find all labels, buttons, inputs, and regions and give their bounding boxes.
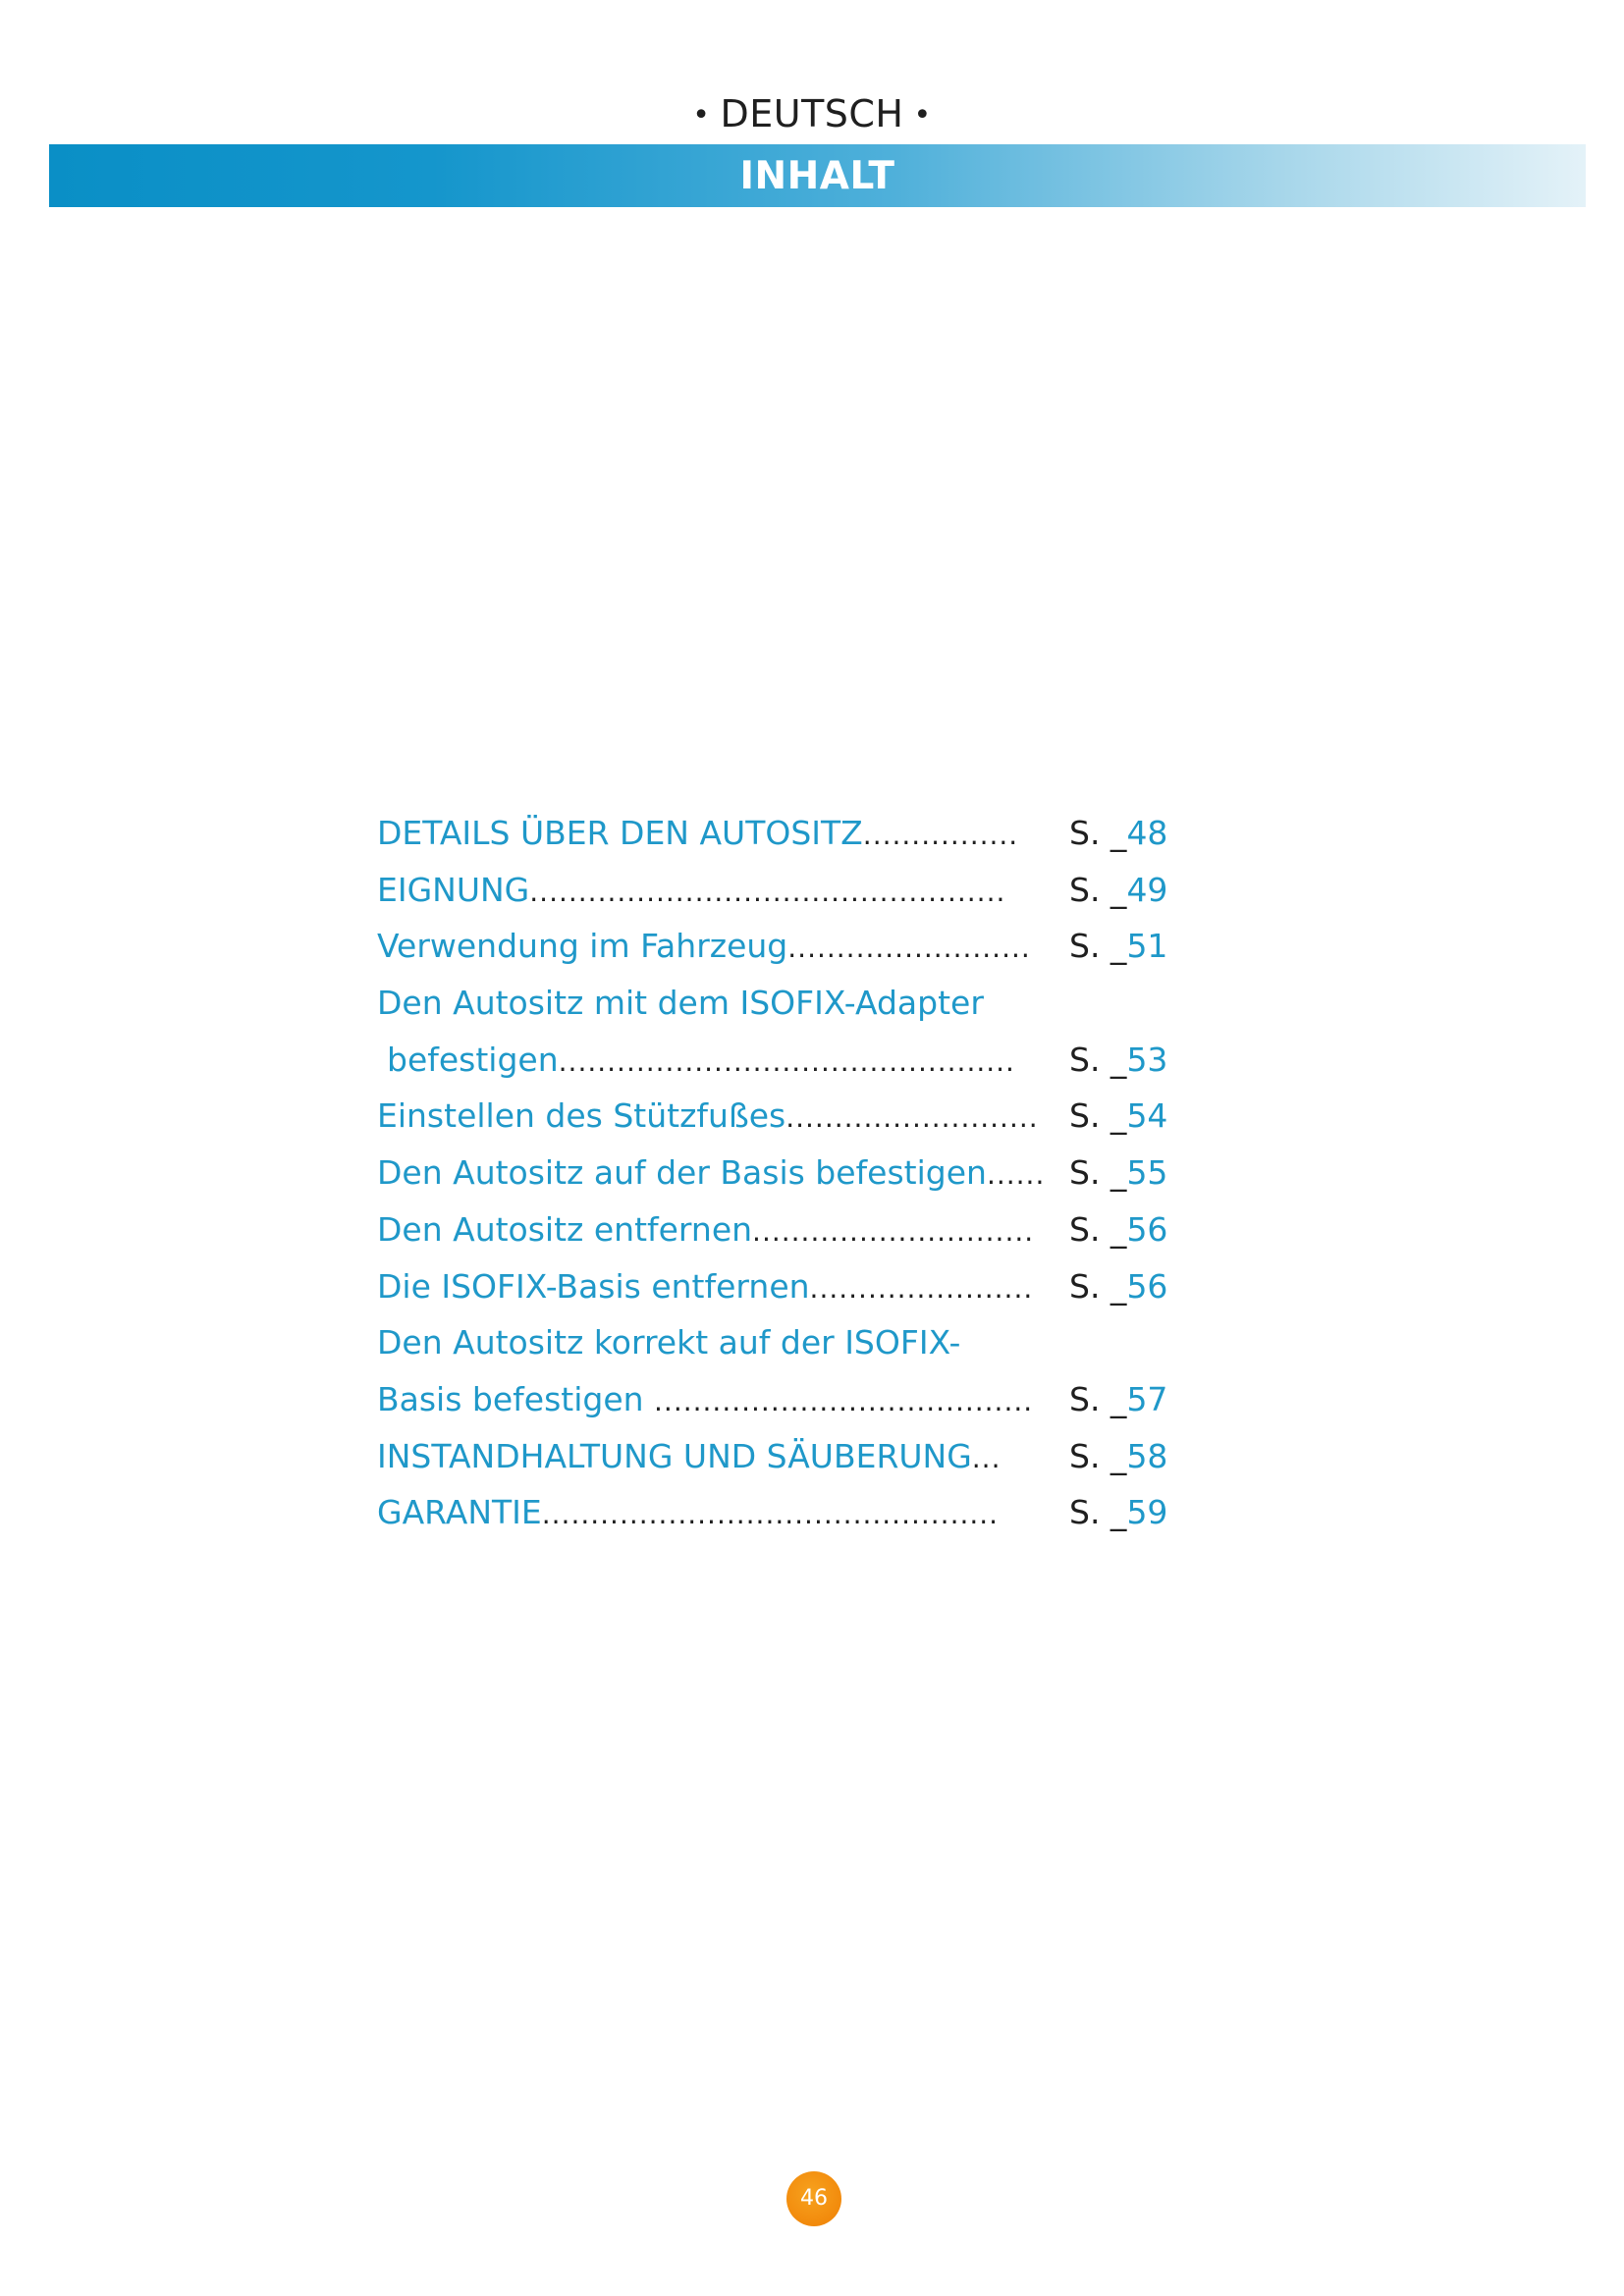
language-label: DEUTSCH — [720, 92, 904, 135]
toc-entry[interactable] — [377, 805, 1182, 862]
page-number: 59 — [1126, 1493, 1168, 1532]
toc-entry-label: INSTANDHALTUNG UND SÄUBERUNG — [377, 1436, 972, 1475]
page-number-badge: 46 — [786, 2171, 841, 2226]
toc-entry[interactable] — [377, 1088, 1182, 1145]
toc-entry-page — [1069, 1088, 1167, 1145]
bullet-icon: • — [913, 98, 932, 133]
page-number: 55 — [1126, 1153, 1168, 1193]
toc-leader-dots: ......................... — [787, 932, 1031, 965]
language-header — [0, 90, 1624, 139]
toc-entry-continued[interactable] — [377, 1314, 1182, 1371]
toc-entry-page — [1069, 862, 1167, 919]
page-prefix: S. _ — [1069, 1266, 1127, 1306]
page-prefix: S. _ — [1069, 1096, 1127, 1136]
page-prefix: S. _ — [1069, 1040, 1127, 1079]
toc-entry-label: Den Autositz korrekt auf der ISOFIX- — [377, 1323, 961, 1362]
page-number: 57 — [1126, 1379, 1168, 1418]
toc-leader-dots: ....................................... — [654, 1384, 1034, 1417]
bullet-icon: • — [692, 98, 711, 133]
toc-entry-label: Die ISOFIX-Basis entfernen — [377, 1266, 810, 1306]
toc-leader-dots: ................ — [862, 819, 1019, 851]
toc-leader-dots: ....................... — [809, 1271, 1034, 1305]
toc-leader-dots: ............................................... — [558, 1044, 1015, 1078]
toc-entry-label: Einstellen des Stützfußes — [377, 1096, 786, 1136]
toc-entry[interactable] — [377, 1032, 1182, 1089]
toc-entry-page — [1069, 1201, 1167, 1258]
page-number: 53 — [1126, 1040, 1168, 1079]
toc-leader-dots: ................................................. — [529, 875, 1006, 908]
toc-leader-dots: ............................. — [752, 1214, 1035, 1248]
page-number: 58 — [1126, 1436, 1168, 1475]
toc-entry[interactable] — [377, 862, 1182, 919]
toc-entry-label: Den Autositz auf der Basis befestigen — [377, 1153, 987, 1193]
toc-entry-label: Basis befestigen — [377, 1379, 655, 1418]
page-number: 54 — [1126, 1096, 1168, 1136]
toc-entry-page — [1069, 1032, 1167, 1089]
toc-entry-label: befestigen — [387, 1040, 559, 1079]
toc-entry-label: Den Autositz mit dem ISOFIX-Adapter — [377, 984, 984, 1023]
page-prefix: S. _ — [1069, 1209, 1127, 1249]
toc-entry[interactable] — [377, 1371, 1182, 1428]
toc-entry[interactable] — [377, 1201, 1182, 1258]
toc-entry-page — [1069, 1428, 1167, 1485]
toc-entry-label: GARANTIE — [377, 1493, 542, 1532]
toc-entry[interactable] — [377, 1484, 1182, 1541]
page-prefix: S. _ — [1069, 1493, 1127, 1532]
toc-entry-label: DETAILS ÜBER DEN AUTOSITZ — [377, 814, 863, 852]
page-title: INHALT — [739, 154, 895, 198]
page-prefix: S. _ — [1069, 1379, 1127, 1418]
toc-leader-dots: .......................... — [785, 1101, 1039, 1135]
toc-entry-page — [1069, 1371, 1167, 1428]
toc-entry-page — [1069, 805, 1167, 862]
page-number: 56 — [1126, 1209, 1168, 1249]
toc-entry[interactable] — [377, 1258, 1182, 1315]
title-bar — [49, 144, 1586, 207]
page-number: 56 — [1126, 1266, 1168, 1306]
page-prefix: S. _ — [1069, 870, 1127, 909]
page-number: 51 — [1126, 927, 1168, 966]
toc-entry-continued[interactable] — [377, 975, 1182, 1032]
toc-entry-page — [1069, 1145, 1167, 1201]
toc-entry-label: Verwendung im Fahrzeug — [377, 927, 788, 966]
toc-entry[interactable] — [377, 918, 1182, 975]
toc-entry-label: Den Autositz entfernen — [377, 1209, 753, 1249]
toc-leader-dots: ...... — [986, 1158, 1046, 1192]
page-prefix: S. _ — [1069, 1436, 1127, 1475]
toc-entry-page — [1069, 1258, 1167, 1315]
table-of-contents — [377, 805, 1182, 1541]
page-number: 48 — [1126, 814, 1168, 852]
page-prefix: S. _ — [1069, 814, 1127, 852]
toc-leader-dots: ... — [971, 1441, 1001, 1474]
page-number: 49 — [1126, 870, 1168, 909]
toc-leader-dots: ............................................... — [541, 1498, 1000, 1531]
toc-entry-label: EIGNUNG — [377, 870, 530, 909]
toc-entry[interactable] — [377, 1145, 1182, 1201]
page-prefix: S. _ — [1069, 927, 1127, 966]
toc-entry-page — [1069, 918, 1167, 975]
toc-entry-page — [1069, 1484, 1167, 1541]
toc-entry[interactable] — [377, 1428, 1182, 1485]
page-prefix: S. _ — [1069, 1153, 1127, 1193]
